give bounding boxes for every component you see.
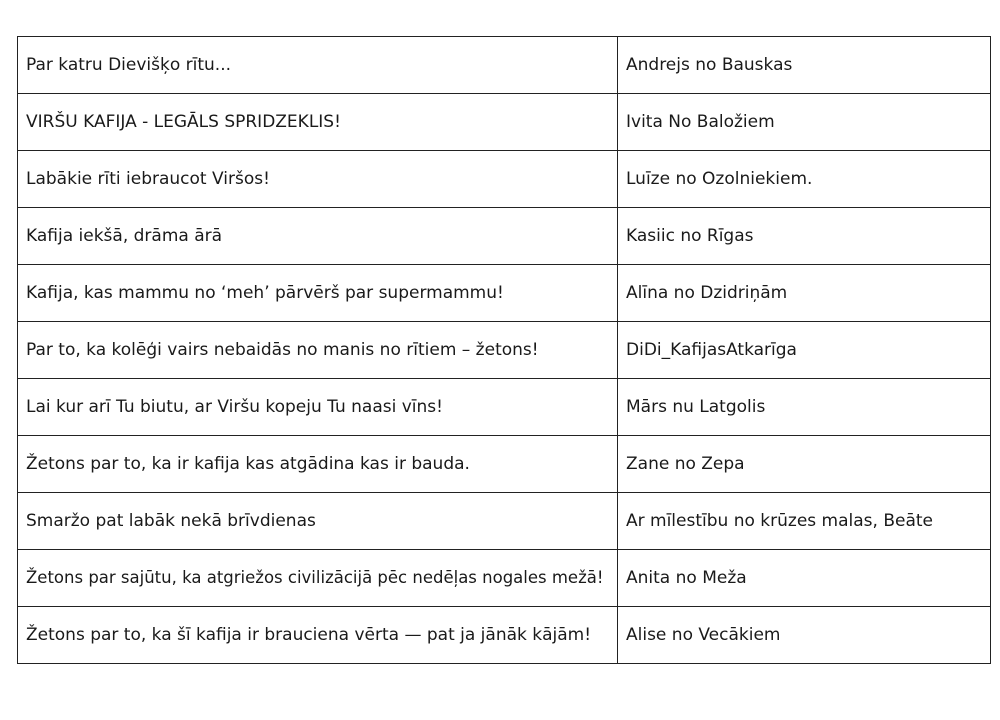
quotes-table: [17, 36, 991, 664]
quote-cell: Kafija iekšā, drāma ārā: [18, 208, 618, 265]
table-row: [18, 550, 991, 607]
author-cell: Ivita No Baložiem: [618, 94, 991, 151]
quote-cell: VIRŠU KAFIJA - LEGĀLS SPRIDZEKLIS!: [18, 94, 618, 151]
quote-cell: Kafija, kas mammu no ‘meh’ pārvērš par supermammu!: [18, 265, 618, 322]
table-row: [18, 37, 991, 94]
quote-cell: Labākie rīti iebraucot Viršos!: [18, 151, 618, 208]
author-cell: Alīna no Dzidriņām: [618, 265, 991, 322]
author-cell: Luīze no Ozolniekiem.: [618, 151, 991, 208]
table-row: [18, 151, 991, 208]
quote-cell: Par katru Dievišķo rītu...: [18, 37, 618, 94]
author-cell: Anita no Meža: [618, 550, 991, 607]
author-cell: Andrejs no Bauskas: [618, 37, 991, 94]
table-row: [18, 208, 991, 265]
author-cell: Alise no Vecākiem: [618, 607, 991, 664]
quote-cell: Žetons par sajūtu, ka atgriežos civilizācijā pēc nedēļas nogales mežā!: [18, 550, 618, 607]
table-row: [18, 436, 991, 493]
quote-cell: Smaržo pat labāk nekā brīvdienas: [18, 493, 618, 550]
author-cell: Ar mīlestību no krūzes malas, Beāte: [618, 493, 991, 550]
table-row: [18, 379, 991, 436]
author-cell: Mārs nu Latgolis: [618, 379, 991, 436]
quote-cell: Žetons par to, ka šī kafija ir brauciena vērta — pat ja jānāk kājām!: [18, 607, 618, 664]
author-cell: Zane no Zepa: [618, 436, 991, 493]
quote-cell: Lai kur arī Tu biutu, ar Viršu kopeju Tu naasi vīns!: [18, 379, 618, 436]
author-cell: Kasiic no Rīgas: [618, 208, 991, 265]
table-row: [18, 607, 991, 664]
quote-cell: Žetons par to, ka ir kafija kas atgādina kas ir bauda.: [18, 436, 618, 493]
table-row: [18, 94, 991, 151]
quote-cell: Par to, ka kolēģi vairs nebaidās no manis no rītiem – žetons!: [18, 322, 618, 379]
table-row: [18, 493, 991, 550]
author-cell: DiDi_KafijasAtkarīga: [618, 322, 991, 379]
document-sheet: [17, 36, 990, 672]
table-row: [18, 322, 991, 379]
table-row: [18, 265, 991, 322]
